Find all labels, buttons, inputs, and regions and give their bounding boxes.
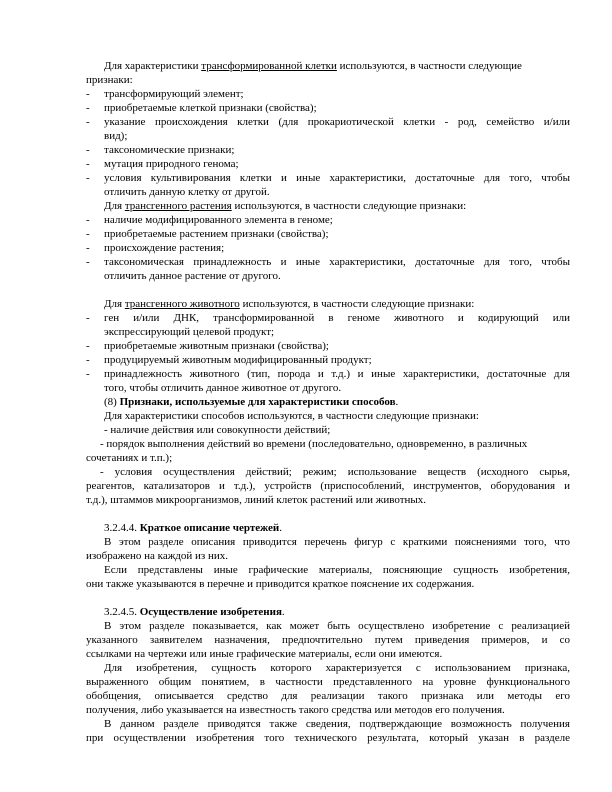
methods-item-cont: реагентов, катализаторов и т.д.), устройств (приспособлений, инструментов, оборудования и xyxy=(86,480,570,492)
bullet-dash: - xyxy=(86,368,90,380)
section-number: 3.2.4.5. xyxy=(104,606,140,618)
list-item-cont: отличить данное растение от другого. xyxy=(104,270,281,282)
methods-intro: Для характеристики способов используются, в частности следующие признаки: xyxy=(104,410,479,422)
paragraph-line: получения, либо указывается на известность такого средства или методов его получения. xyxy=(86,704,505,716)
paragraph-line: указанного заявителем назначения, предпочтительно путем приведения примеров, и со xyxy=(86,634,570,646)
bullet-dash: - xyxy=(86,256,90,268)
list-item: принадлежность животного (тип, порода и т.д.) и иные характеристики, достаточные для xyxy=(104,368,570,380)
list-item: приобретаемые клеткой признаки (свойства); xyxy=(104,102,317,114)
list-item-cont: вид); xyxy=(104,130,128,142)
list-item: происхождение растения; xyxy=(104,242,225,254)
list-item: наличие модифицированного элемента в геноме; xyxy=(104,214,333,226)
plant-intro-line xyxy=(104,200,466,213)
bullet-dash: - xyxy=(86,88,90,100)
methods-heading-num: (8) xyxy=(104,396,120,408)
bullet-dash: - xyxy=(86,228,90,240)
section-title-dot: . xyxy=(279,522,282,534)
section-number: 3.2.4.4. xyxy=(104,522,140,534)
methods-heading-text: Признаки, используемые для характеристики способов xyxy=(119,396,396,408)
section-title: Осуществление изобретения xyxy=(139,606,282,618)
section-title-dot: . xyxy=(281,606,285,618)
list-item: ген и/или ДНК, трансформированной в геноме животного и кодирующий или xyxy=(104,312,570,324)
list-item: трансформирующий элемент; xyxy=(104,88,244,100)
paragraph-line: ссылками на чертежи или иные графические материалы, если они имеются. xyxy=(86,648,443,660)
animal-intro-term: трансгенного животного xyxy=(124,298,240,310)
list-item-cont: того, чтобы отличить данное животное от другого. xyxy=(104,382,342,394)
methods-heading xyxy=(104,396,398,409)
animal-intro-line xyxy=(104,298,474,311)
bullet-dash: - xyxy=(86,354,90,366)
list-item: мутация природного генома; xyxy=(104,158,239,170)
bullet-dash: - xyxy=(86,340,90,352)
list-item-cont: экспрессирующий целевой продукт; xyxy=(104,326,275,338)
paragraph-line: Для изобретения, сущность которого характеризуется с использованием признака, xyxy=(104,662,570,674)
cell-intro-text-end: используются, в частности следующие xyxy=(336,60,522,72)
methods-heading-dot: . xyxy=(395,396,399,408)
bullet-dash: - xyxy=(86,214,90,226)
plant-intro-text-end: используются, в частности следующие признаки: xyxy=(231,200,467,212)
cell-intro-term: трансформированной клетки xyxy=(201,60,337,72)
cell-intro-line xyxy=(104,60,522,73)
methods-item: - порядок выполнения действий во времени (последовательно, одновременно, в различных xyxy=(100,438,528,450)
paragraph-line: Если представлены иные графические материалы, поясняющие сущность изобретения, xyxy=(104,564,570,576)
paragraph-line: они также указываются в перечне и приводится краткое пояснение их содержания. xyxy=(86,578,475,590)
bullet-dash: - xyxy=(86,102,90,114)
bullet-dash: - xyxy=(86,312,90,324)
paragraph-line: В этом разделе описания приводится перечень фигур с краткими пояснениями того, что xyxy=(104,536,570,548)
bullet-dash: - xyxy=(86,144,90,156)
bullet-dash: - xyxy=(86,172,90,184)
methods-item-cont: т.д.), штаммов микроорганизмов, линий клеток растений или животных. xyxy=(86,494,427,506)
list-item: приобретаемые растением признаки (свойства); xyxy=(104,228,329,240)
paragraph-line: В данном разделе приводятся также сведения, подтверждающие возможность получения xyxy=(104,718,570,730)
animal-intro-text-end: используются, в частности следующие признаки: xyxy=(239,298,475,310)
plant-intro-term: трансгенного растения xyxy=(124,200,232,212)
section-heading-3-2-4-5 xyxy=(104,606,285,619)
plant-intro-text: Для xyxy=(104,200,125,212)
paragraph-line: при осуществлении изобретения того технического результата, который указан в разделе xyxy=(86,732,570,744)
bullet-dash: - xyxy=(86,158,90,170)
section-heading-3-2-4-4 xyxy=(104,522,282,535)
list-item: приобретаемые животным признаки (свойства); xyxy=(104,340,329,352)
methods-item: - условия осуществления действий; режим; использование веществ (исходного сырья, xyxy=(100,466,570,478)
list-item: таксономические признаки; xyxy=(104,144,235,156)
paragraph-line: В этом разделе показывается, как может быть осуществлено изобретение с реализацией xyxy=(104,620,570,632)
bullet-dash: - xyxy=(86,116,90,128)
list-item-cont: отличить данную клетку от другой. xyxy=(104,186,270,198)
section-title: Краткое описание чертежей xyxy=(139,522,280,534)
cell-intro-text: Для характеристики xyxy=(104,60,202,72)
animal-intro-text: Для xyxy=(104,298,125,310)
methods-item-cont: сочетаниях и т.п.); xyxy=(86,452,173,464)
paragraph-line: изображено на каждой из них. xyxy=(86,550,229,562)
paragraph-line: выраженного общим понятием, в частности представленного на уровне функционального xyxy=(86,676,570,688)
list-item: таксономическая принадлежность и иные характеристики, достаточные для того, чтобы xyxy=(104,256,570,268)
cell-intro-line-2: признаки: xyxy=(86,74,133,86)
bullet-dash: - xyxy=(86,242,90,254)
list-item: указание происхождения клетки (для прокариотической клетки - род, семейство и/или xyxy=(104,116,570,128)
list-item: условия культивирования клетки и иные характеристики, достаточные для того, чтобы xyxy=(104,172,570,184)
list-item: продуцируемый животным модифицированный продукт; xyxy=(104,354,372,366)
paragraph-line: обобщения, описывается средство для реализации такого признака или методы его xyxy=(86,690,570,702)
methods-item: - наличие действия или совокупности действий; xyxy=(104,424,331,436)
